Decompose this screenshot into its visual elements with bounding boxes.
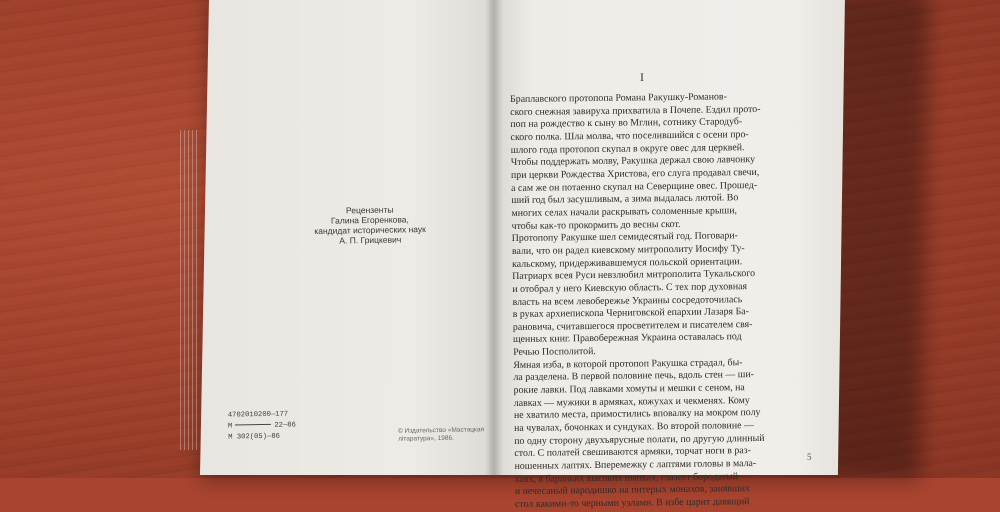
text-line: Ямная изба, в которой протопоп Ракушка страдал, бы-: [513, 356, 743, 371]
imprint-code: М 302(05)—86: [228, 432, 281, 442]
fraction-rule: [235, 423, 271, 425]
text-line: чтобы как-то прокормить до весны скот.: [511, 218, 681, 232]
text-line: ший год был засушливым, а зима выдалась лютой. Во: [511, 192, 739, 207]
text-line: ского снежная завируха прихватила в Почепе. Ездил прото-: [510, 103, 761, 118]
text-line: кальскому, придерживавшемуся польской ориентации.: [512, 255, 743, 270]
text-line: в руках архиепископа Черниговской епархии Лазаря Ба-: [512, 306, 749, 321]
text-line: ла разделена. В первой половине печь, вдоль стен — ши-: [513, 369, 754, 384]
text-line: и нечесаный народишко на питерых монахов, занявших: [514, 483, 751, 498]
body-text: [510, 90, 807, 511]
publisher-copyright: [398, 426, 484, 444]
text-line: на чувалах, бочонках и сундуках. Во второй половине —: [514, 420, 754, 435]
reviewers-heading: Рецензенты: [345, 204, 394, 216]
text-line: Чтобы поддержать молву, Ракушка держал свою лавчонку: [510, 154, 756, 169]
imprint-prefix: М: [227, 422, 233, 431]
text-line: шлого года протопоп скупал в округе овес для церквей.: [510, 141, 745, 156]
reviewer-name: Галина Егоренкова,: [330, 214, 409, 226]
text-line: Патриарх всея Руси невзлюбил митрополита Тукальского: [512, 268, 756, 283]
text-line: а сам же он потаенно скупал на Северщине овес. Прошед-: [511, 179, 758, 194]
imprint-code: 4702010200—177: [227, 410, 289, 420]
text-line: щенных книг. Правобережная Украина оставалась под: [512, 331, 742, 346]
reviewers-block: [300, 204, 441, 246]
text-line: не хватило места, примостились вповалку на мокром полу: [513, 407, 761, 422]
text-line: при церкви Рождества Христова, его слуга продавал свечи,: [510, 166, 760, 181]
book-gutter: [485, 0, 503, 475]
text-line: хаях, в бараньих высоких шапках, глазеет бородатый: [514, 470, 739, 485]
page-edges: [180, 130, 200, 450]
reviewer-title: кандидат исторических наук: [314, 224, 426, 236]
text-line: Речью Посполитой.: [513, 346, 596, 359]
publisher-line: © Издательство «Мастацкая: [397, 426, 485, 435]
text-line: по одну сторону двухъярусные полати, по другую длинный: [514, 432, 765, 447]
text-line: многих селах начали раскрывать соломенные крыши,: [511, 205, 738, 219]
text-line: поп на рождество к сыну во Мглин, сотнику Стародуб-: [510, 116, 743, 131]
reviewer-name: А. П. Грицкевич: [339, 234, 402, 246]
text-line: рокие лавки. Под лавками хомуты и мешки с сеном, на: [513, 382, 745, 397]
text-line: вали, что он радел киевскому митрополиту Иосифу Ту-: [511, 243, 745, 257]
text-line: власть на всем левобережье Украины сосредоточилась: [512, 293, 743, 308]
text-line: Браплавского протопопа Романа Ракушку-Романов-: [510, 91, 727, 105]
text-line: лавках — мужики в армяках, кожухах и чекменях. Кому: [513, 394, 750, 409]
publisher-line: літаратура», 1986.: [398, 434, 454, 443]
chapter-number: I: [640, 70, 644, 84]
text-line: Протопопу Ракушке шел семидесятый год. Поговари-: [511, 230, 738, 245]
imprint-suffix: 22—86: [274, 421, 296, 430]
text-line: ского полка. Шла молва, что поселившийся с осени про-: [510, 129, 749, 143]
text-line: стол. С полатей свешиваются армяки, торчат ноги в раз-: [514, 445, 751, 460]
imprint-fraction: [228, 420, 296, 432]
text-line: ношенных лаптях. Вперемежку с лаптями головы в мала-: [514, 458, 757, 473]
imprint-codes: [228, 409, 296, 443]
text-line: стол какими-то черными узлами. В избе царит давящий: [514, 496, 750, 510]
text-line: рановича, считавшегося просветителем и писателем свя-: [512, 318, 753, 333]
text-line: и отобрал у него Киевскую область. С тех пор духовная: [512, 280, 748, 295]
page-number: 5: [807, 452, 812, 462]
